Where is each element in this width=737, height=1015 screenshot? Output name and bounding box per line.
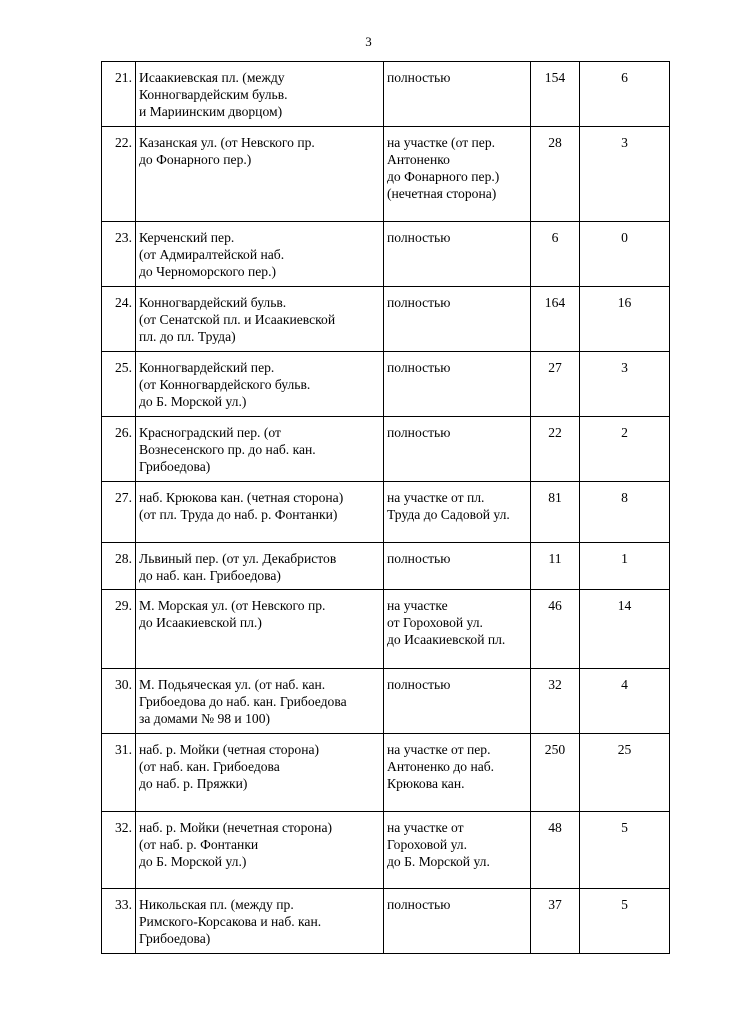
street-table bbox=[101, 61, 670, 954]
length-value: 11 bbox=[531, 543, 580, 590]
row-number: 30. bbox=[102, 669, 136, 734]
count-value: 2 bbox=[580, 417, 670, 482]
coverage-extent: на участке от Гороховой ул. до Б. Морской ул. bbox=[384, 812, 531, 889]
street-description: Казанская ул. (от Невского пр. до Фонарного пер.) bbox=[136, 127, 384, 222]
table-row bbox=[102, 590, 670, 669]
row-number: 31. bbox=[102, 734, 136, 812]
length-value: 32 bbox=[531, 669, 580, 734]
count-value: 1 bbox=[580, 543, 670, 590]
length-value: 27 bbox=[531, 352, 580, 417]
count-value: 3 bbox=[580, 352, 670, 417]
length-value: 48 bbox=[531, 812, 580, 889]
length-value: 164 bbox=[531, 287, 580, 352]
street-description: Конногвардейский бульв. (от Сенатской пл. и Исаакиевской пл. до пл. Труда) bbox=[136, 287, 384, 352]
length-value: 46 bbox=[531, 590, 580, 669]
length-value: 154 bbox=[531, 62, 580, 127]
table-row bbox=[102, 812, 670, 889]
length-value: 37 bbox=[531, 889, 580, 954]
coverage-extent: на участке от пер. Антоненко до наб. Крюкова кан. bbox=[384, 734, 531, 812]
table-row bbox=[102, 287, 670, 352]
street-description: наб. р. Мойки (нечетная сторона) (от наб. р. Фонтанки до Б. Морской ул.) bbox=[136, 812, 384, 889]
street-description: М. Морская ул. (от Невского пр. до Исаакиевской пл.) bbox=[136, 590, 384, 669]
street-description: Никольская пл. (между пр. Римского-Корсакова и наб. кан. Грибоедова) bbox=[136, 889, 384, 954]
row-number: 33. bbox=[102, 889, 136, 954]
street-description: Керченский пер. (от Адмиралтейской наб. до Черноморского пер.) bbox=[136, 222, 384, 287]
row-number: 23. bbox=[102, 222, 136, 287]
table-row bbox=[102, 352, 670, 417]
coverage-extent: на участке от пл. Труда до Садовой ул. bbox=[384, 482, 531, 543]
coverage-extent: полностью bbox=[384, 222, 531, 287]
table-row bbox=[102, 543, 670, 590]
row-number: 28. bbox=[102, 543, 136, 590]
street-description: Красноградский пер. (от Вознесенского пр. до наб. кан. Грибоедова) bbox=[136, 417, 384, 482]
count-value: 25 bbox=[580, 734, 670, 812]
count-value: 3 bbox=[580, 127, 670, 222]
table-row bbox=[102, 62, 670, 127]
count-value: 6 bbox=[580, 62, 670, 127]
row-number: 24. bbox=[102, 287, 136, 352]
count-value: 14 bbox=[580, 590, 670, 669]
coverage-extent: на участке (от пер. Антоненко до Фонарного пер.) (нечетная сторона) bbox=[384, 127, 531, 222]
row-number: 25. bbox=[102, 352, 136, 417]
length-value: 22 bbox=[531, 417, 580, 482]
coverage-extent: полностью bbox=[384, 352, 531, 417]
street-description: М. Подьяческая ул. (от наб. кан. Грибоедова до наб. кан. Грибоедова за домами № 98 и 100) bbox=[136, 669, 384, 734]
table-row bbox=[102, 127, 670, 222]
coverage-extent: полностью bbox=[384, 669, 531, 734]
coverage-extent: полностью bbox=[384, 287, 531, 352]
coverage-extent: полностью bbox=[384, 62, 531, 127]
count-value: 5 bbox=[580, 889, 670, 954]
coverage-extent: полностью bbox=[384, 543, 531, 590]
count-value: 4 bbox=[580, 669, 670, 734]
row-number: 32. bbox=[102, 812, 136, 889]
table-row bbox=[102, 222, 670, 287]
table-row bbox=[102, 482, 670, 543]
row-number: 22. bbox=[102, 127, 136, 222]
street-description: Конногвардейский пер. (от Конногвардейского бульв. до Б. Морской ул.) bbox=[136, 352, 384, 417]
count-value: 5 bbox=[580, 812, 670, 889]
length-value: 81 bbox=[531, 482, 580, 543]
length-value: 6 bbox=[531, 222, 580, 287]
table-row bbox=[102, 417, 670, 482]
page-number: 3 bbox=[365, 34, 372, 49]
table-row bbox=[102, 889, 670, 954]
count-value: 16 bbox=[580, 287, 670, 352]
table-row bbox=[102, 734, 670, 812]
row-number: 21. bbox=[102, 62, 136, 127]
row-number: 27. bbox=[102, 482, 136, 543]
coverage-extent: на участке от Гороховой ул. до Исаакиевской пл. bbox=[384, 590, 531, 669]
street-description: Исаакиевская пл. (между Конногвардейским бульв. и Мариинским дворцом) bbox=[136, 62, 384, 127]
street-description: наб. Крюкова кан. (четная сторона) (от пл. Труда до наб. р. Фонтанки) bbox=[136, 482, 384, 543]
length-value: 28 bbox=[531, 127, 580, 222]
street-description: Львиный пер. (от ул. Декабристов до наб. кан. Грибоедова) bbox=[136, 543, 384, 590]
coverage-extent: полностью bbox=[384, 889, 531, 954]
row-number: 29. bbox=[102, 590, 136, 669]
count-value: 0 bbox=[580, 222, 670, 287]
length-value: 250 bbox=[531, 734, 580, 812]
coverage-extent: полностью bbox=[384, 417, 531, 482]
table-row bbox=[102, 669, 670, 734]
street-description: наб. р. Мойки (четная сторона) (от наб. кан. Грибоедова до наб. р. Пряжки) bbox=[136, 734, 384, 812]
row-number: 26. bbox=[102, 417, 136, 482]
count-value: 8 bbox=[580, 482, 670, 543]
